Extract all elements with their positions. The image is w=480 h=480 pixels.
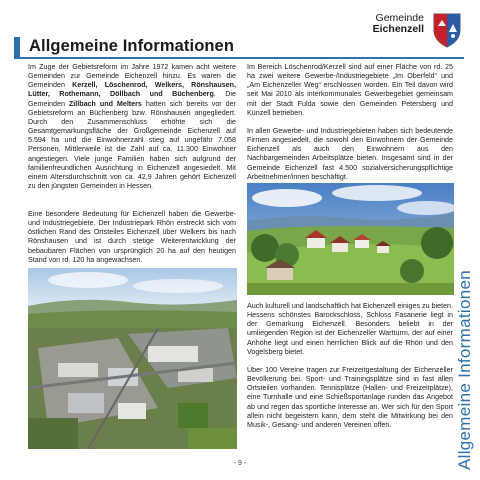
brand-line2: Eichenzell [372, 23, 424, 35]
text-run: hatten sich bereits vor der Gebietsreform an Büchenberg bzw. Rönshausen angegliedert. Durch den Zusammenschluss erhöhte sich die Gesamtgemarkungsfläche der Großgemeinde Eichenzell auf 5.594 ha und die Einwohnerzahl stieg auf ungefähr 7.058 Personen. Mittlerweile ist die Zahl auf ca. 11.300 Einwohner angestiegen. Viele junge Familien haben sich aufgrund der familienfreundlichen Ausrichtung in Eichenzell angesiedelt. Mit einem Altersdurchschnitt von ca. 42,9 Jahren gehört Eichenzell zu den jüngsten Gemeinden in Hessen. [28, 99, 236, 191]
left-column-text-bottom [28, 210, 236, 274]
page-number: - 9 - [233, 460, 247, 467]
header-rule [14, 57, 464, 59]
right-paragraph-4: Über 100 Vereine tragen zur Freizeitgestaltung der Eichenzeller Bevölkerung bei. Sport- und Trainingsplätze sind in fast allen Ortsteilen vorhanden. Tennisplätze (Hallen- und Freizeitplätze), eine Turnhalle und eine Schießsportanlage runden das Angebot ab und regen das sportliche Interesse an. Wer sich für den Sport allein nicht begeistern kann, dem steht die Mitwirkung bei den Musik-, Gesang- und anderen Vereinen offen. [247, 365, 453, 429]
bold-text-run: Zillbach und Melters [68, 99, 142, 108]
right-paragraph-3: Auch kulturell und landschaftlich hat Eichenzell einiges zu bieten. Hessens schönstes Barockschloss, Schloss Fasanerie liegt in der Gemarkung Eichenzell. Besonders beliebt in der umliegenden Region ist der Eichenzeller Wartturm, der auf einer Anhöhe liegt und einen herrlichen Blick auf die Rhön und den Vogelsberg bietet. [247, 302, 454, 356]
village-landscape-photo [247, 183, 454, 295]
text-run: . Die Gemeinden [28, 90, 236, 108]
left-column-text-top [28, 63, 236, 200]
right-column-text-top [247, 63, 453, 191]
right-paragraph-2: In allen Gewerbe- und Industriegebieten haben sich bedeutende Firmen angesiedelt, die sowohl den Einwohnern der Gemeinde Eichenzell als auch den Einwohnern aus den Nachbargemeinden Arbeitsplätze bieten. Insgesamt sind in der Gemeinde Eichenzell fast 4.500 sozialversicherungspflichtige Arbeitnehmer/innen beschäftigt. [247, 126, 453, 181]
municipality-brand [373, 13, 424, 35]
brand-line1: Gemeinde [375, 12, 424, 24]
bold-text-run: Kerzell, Löschenrod, Welkers, Rönshausen, Lütter, Rothemann, Döllbach und Büchenberg [28, 81, 236, 99]
text-run: Im Zuge der Gebietsreform im Jahre 1972 kamen acht weitere Gemeinden zur Gemeinde Eichenzell hinzu. Es waren die Gemeinden [28, 63, 236, 90]
page-title: Allgemeine Informationen [29, 37, 235, 55]
aerial-industrial-photo [28, 268, 237, 449]
right-column-text-bottom [247, 302, 453, 439]
header-accent-bar [14, 37, 20, 57]
left-paragraph-2: Eine besondere Bedeutung für Eichenzell haben die Gewerbe- und Industriegebiete. Der Industriepark Rhön erstreckt sich vom östlichen Rand des Ortsteiles Eichenzell über Welkers bis nach Rönshausen und ist durch stetige Weiterentwicklung der bebaubaren Flächen von ursprünglich 20 ha auf den heutigen Stand von rd. 120 ha angewachsen. [28, 210, 236, 264]
left-paragraph-1 [28, 63, 236, 191]
municipal-crest-icon [432, 12, 462, 48]
right-paragraph-1: Im Bereich Löschenrod/Kerzell sind auf einer Fläche von rd. 25 ha zwei weitere Gewerbe-/Industriegebiete „Im Oberfeld“ und „Am Eichenzeller Weg“ erschlossen worden. Ein Teil davon wird seit Mai 2010 als interkommunales Gewerbegebiet gemeinsam mit der Stadt Fulda sowie den Gemeinden Petersberg und Künzell betrieben. [247, 63, 453, 117]
side-section-label: Allgemeine Informationen [455, 270, 474, 470]
